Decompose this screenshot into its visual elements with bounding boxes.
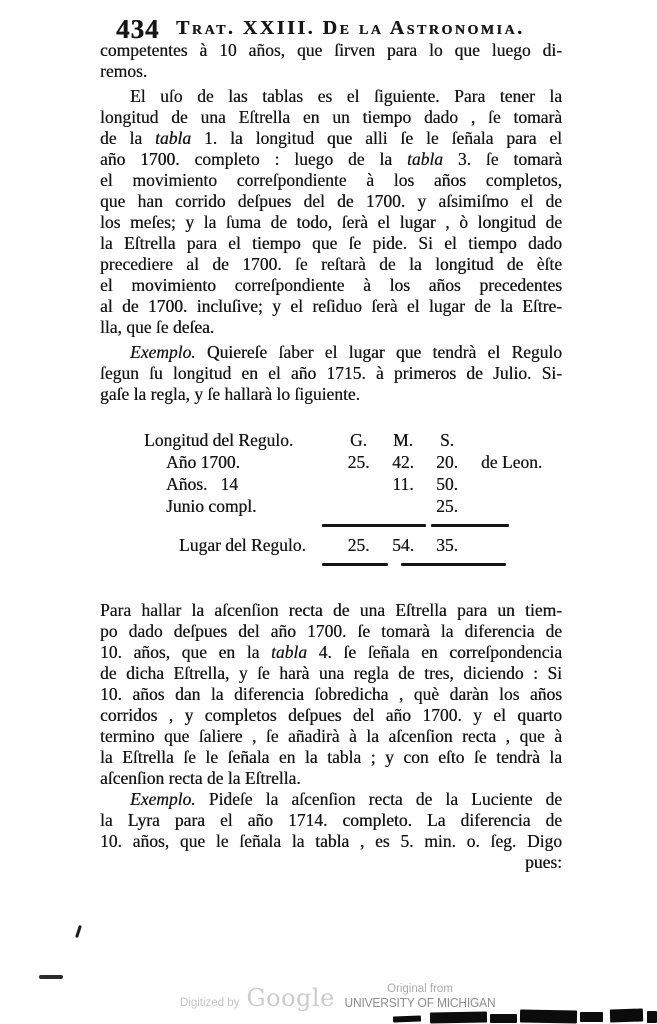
- text-line: de dicha Eſtrella, y ſe harà una regla de tres, diciendo : Si: [100, 663, 562, 683]
- result-minutos: 54.: [392, 535, 414, 555]
- row-label: Años. 14: [166, 474, 238, 494]
- text-line: la Eſtrella ſe le ſeñala en la tabla ; y con eſto ſe tendrà la: [100, 747, 562, 767]
- text-line: longitud de una Eſtrella en un tiempo dado , ſe tomarà: [100, 107, 562, 127]
- original-from-label: Original from: [387, 983, 453, 995]
- text-line: la Eſtrella para el tiempo que ſe pide. Si el tiempo dado: [100, 233, 562, 253]
- col-header-grados: G.: [349, 430, 367, 450]
- text-line: Para hallar la aſcenſion recta de una Eſtrella para un tiem-: [100, 600, 562, 620]
- text-line: el movimiento correſpondiente à los años precedentes: [100, 275, 562, 295]
- text-line: pues:: [525, 852, 562, 872]
- ink-mark: [39, 975, 63, 979]
- scan-artifact: [520, 1010, 577, 1024]
- value-segundos: 25.: [436, 496, 458, 516]
- table-result-row: [144, 534, 562, 556]
- row-label: Año 1700.: [166, 452, 240, 472]
- text-line: Exemplo. Quiereſe ſaber el lugar que tendrà el Regulo: [130, 342, 562, 362]
- text-line: competentes à 10 años, que ſirven para lo que luego di-: [100, 40, 562, 60]
- text-line: 10. años, que le ſeñala la tabla , es 5. min. o. ſeg. Digo: [100, 831, 562, 851]
- scan-artifact: [610, 1008, 643, 1022]
- text-line: año 1700. completo : luego de la tabla 3. ſe tomarà: [100, 149, 562, 169]
- table-rule-bottom: [322, 563, 562, 566]
- value-minutos: 42.: [392, 452, 414, 472]
- chapter-title: Trat. XXIII. De la Astronomia.: [176, 17, 525, 39]
- table-header-row: [144, 429, 562, 451]
- text-line: los meſes; y la ſuma de todo, ſerà el lugar , ò longitud de: [100, 212, 562, 232]
- table-row: [144, 495, 562, 517]
- paragraph-exemplo-lyra: [100, 789, 562, 873]
- text-line: remos.: [100, 61, 148, 81]
- text-line: 10. años, que en la tabla 4. ſe ſeñala en correſpondencia: [100, 642, 562, 662]
- value-grados: 25.: [347, 452, 370, 472]
- table-title: Longitud del Regulo.: [144, 430, 294, 450]
- paragraph-uso-tablas: [100, 86, 562, 338]
- institution-label: UNIVERSITY OF MICHIGAN: [344, 996, 496, 1010]
- text-line: ſegun ſu longitud en el año 1715. à primeros de Julio. Si-: [100, 363, 562, 383]
- table-row: [144, 473, 562, 495]
- value-note: [469, 495, 562, 517]
- text-line: Exemplo. Pideſe la aſcenſion recta de la Luciente de: [130, 789, 562, 809]
- scan-artifact: [647, 1011, 657, 1023]
- scan-artifact: [430, 1012, 487, 1024]
- text-line: gaſe la regla, y ſe hallarà lo ſiguiente.: [100, 384, 360, 404]
- text-line: corridos , y completos deſpues del año 1700. y el quarto: [100, 705, 562, 725]
- google-watermark: [180, 984, 335, 1012]
- text-line: de la tabla 1. la longitud que alli ſe le ſeñala para el: [100, 128, 562, 148]
- text-line: el movimiento correſpondiente à los años completos,: [100, 170, 562, 190]
- calc-table-regulo: [144, 429, 562, 566]
- page-number: 434: [116, 14, 160, 44]
- text-line: aſcenſion recta de la Eſtrella.: [100, 768, 301, 788]
- value-segundos: 20.: [436, 452, 458, 472]
- value-note: de Leon.: [481, 452, 543, 472]
- paragraph-exemplo-regulo: [100, 342, 562, 405]
- text-line: que han corrido deſpues del de 1700. y aſsimiſmo el de: [100, 191, 562, 211]
- col-header-minutos: M.: [393, 430, 413, 450]
- table-row: [144, 451, 562, 473]
- value-minutos: 11.: [392, 474, 414, 494]
- scan-artifact: [580, 1012, 603, 1022]
- scan-artifact: [490, 1014, 517, 1023]
- text-line: 10. años dan la diferencia ſobredicha , què daràn los años: [100, 684, 562, 704]
- row-label: Junio compl.: [166, 496, 257, 516]
- text-line: po dado deſpues del año 1700. ſe tomarà la diferencia de: [100, 621, 562, 641]
- col-header-segundos: S.: [439, 430, 455, 450]
- result-grados: 25.: [347, 535, 370, 555]
- text-line: la Lyra para el año 1714. completo. La diferencia de: [100, 810, 562, 830]
- text-line: lla, que ſe deſea.: [100, 317, 215, 337]
- text-line: precediere al de 1700. ſe reſtarà de la longitud de èſte: [100, 254, 562, 274]
- provenance-watermark: [340, 983, 500, 1010]
- google-logo: Google: [246, 984, 335, 1012]
- value-segundos: 50.: [436, 474, 458, 494]
- scan-artifact: [393, 1016, 421, 1023]
- running-header: [100, 12, 562, 42]
- text-line: El uſo de las tablas es el ſiguiente. Para tener la: [130, 86, 562, 106]
- paragraph-ascension-recta: [100, 600, 562, 789]
- result-label: Lugar del Regulo.: [179, 535, 306, 555]
- result-segundos: 35.: [436, 535, 458, 555]
- value-grados: [336, 473, 381, 495]
- digitized-by-label: Digitized by: [180, 997, 240, 1009]
- value-note: [469, 473, 562, 495]
- body-text: [100, 40, 562, 873]
- ink-mark: [75, 925, 82, 938]
- paragraph-continuation: [100, 40, 562, 82]
- table-rule-top: [322, 524, 562, 527]
- value-grados: [336, 495, 381, 517]
- value-minutos: [381, 495, 425, 517]
- text-line: al de 1700. incluſive; y el reſiduo ſerà el lugar de la Eſtre-: [100, 296, 562, 316]
- text-line: termino que ſaliere , ſe añadirà à la aſcenſion recta , que à: [100, 726, 562, 746]
